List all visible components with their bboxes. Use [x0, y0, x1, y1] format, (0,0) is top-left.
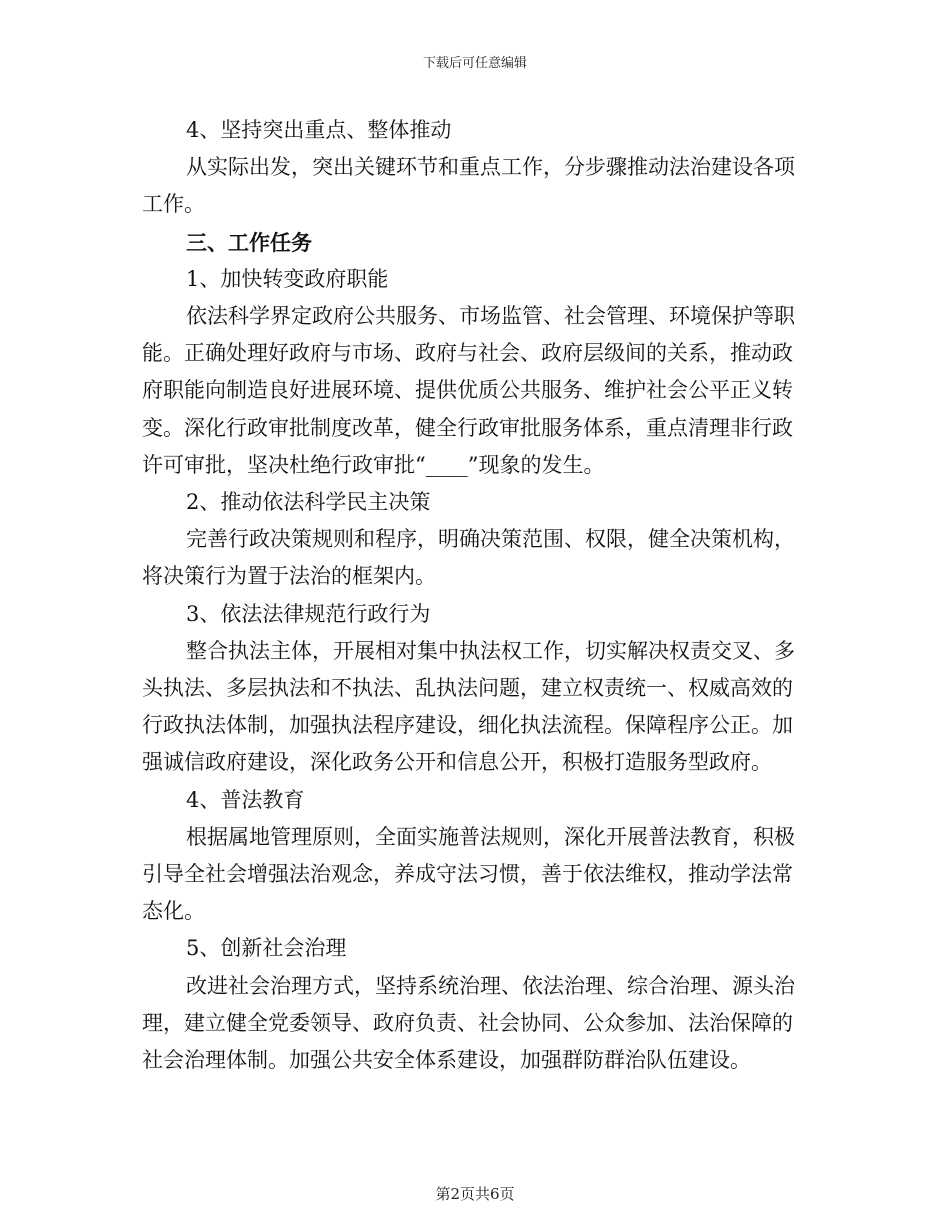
paragraph: 根据属地管理原则，全面实施普法规则，深化开展普法教育，积极引导全社会增强法治观念，养成守法习惯，善于依法维权，推动学法常态化。	[142, 824, 795, 924]
paragraph: 完善行政决策规则和程序，明确决策范围、权限，健全决策机构，将决策行为置于法治的框架内。	[142, 527, 795, 589]
paragraph: 从实际出发，突出关键环节和重点工作，分步骤推动法治建设各项工作。	[142, 155, 795, 217]
document-body	[142, 112, 810, 1079]
subheading: 3、依法法律规范行政行为	[186, 601, 431, 626]
subheading: 2、推动依法科学民主决策	[186, 490, 431, 515]
subheading: 4、坚持突出重点、整体推动	[186, 118, 452, 142]
page-footer: 第2页共6页	[435, 1185, 515, 1203]
subheading: 1、加快转变政府职能	[186, 266, 389, 291]
section-heading: 三、工作任务	[186, 229, 312, 255]
page-header: 下载后可任意编辑	[422, 56, 527, 71]
subheading: 4、普法教育	[186, 787, 305, 812]
paragraph: 改进社会治理方式，坚持系统治理、依法治理、综合治理、源头治理，建立健全党委领导、政府负责、社会协同、公众参加、法治保障的社会治理体制。加强公共安全体系建设，加强群防群治队伍建设。	[142, 973, 795, 1073]
paragraph: 依法科学界定政府公共服务、市场监管、社会管理、环境保护等职能。正确处理好政府与市场、政府与社会、政府层级间的关系，推动政府职能向制造良好进展环境、提供优质公共服务、维护社会公平正义转变。深化行政审批制度改革，健全行政审批服务体系，重点清理非行政许可审批，坚决杜绝行政审批“____”现象的发生。	[142, 304, 795, 477]
paragraph: 整合执法主体，开展相对集中执法权工作，切实解决权责交叉、多头执法、多层执法和不执法、乱执法问题，建立权责统一、权威高效的行政执法体制，加强执法程序建设，细化执法流程。保障程序公正。加强诚信政府建设，深化政务公开和信息公开，积极打造服务型政府。	[142, 638, 795, 775]
subheading: 5、创新社会治理	[186, 936, 347, 961]
